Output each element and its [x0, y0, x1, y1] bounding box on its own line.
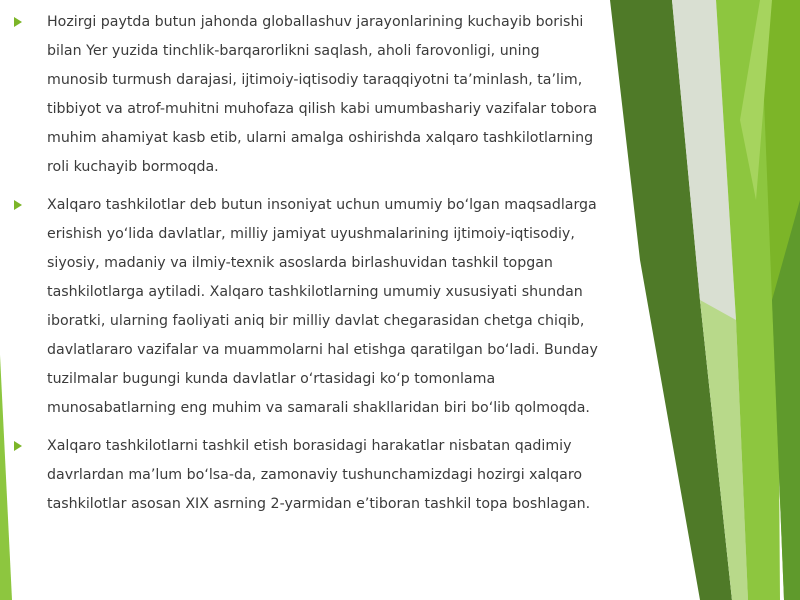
left-green-sliver	[0, 355, 12, 600]
triangle-bullet-icon	[14, 17, 22, 27]
triangle-bullet-icon	[14, 200, 22, 210]
bullet-item	[14, 432, 604, 519]
bullet-text: Xalqaro tashkilotlar deb butun insoniyat uchun umumiy bo‘lgan maqsadlarga erishish yo‘lida davlatlar, milliy jamiyat uyushmalarining ijtimoiy-iqtisodiy, siyosiy, madaniy va ilmiy-texnik asoslarda birlashuvidan tashkil topgan tashkilotlarga aytiladi. Xalqaro tashkilotlarning umumiy xususiyati shundan iboratki, ularning faoliyati aniq bir milliy davlat chegarasidan chetga chiqib, davlatlararo vazifalar va muammolarni hal etishga qaratilgan bo‘ladi. Bunday tuzilmalar bugungi kunda davlatlar o‘rtasidagi ko‘p tomonlama munosabatlarning eng muhim va samarali shakllaridan biri bo‘lib qolmoqda.	[47, 197, 598, 416]
slide-content	[14, 8, 604, 528]
bullet-text: Hozirgi paytda butun jahonda globallashuv jarayonlarining kuchayib borishi bilan Yer yuzida tinchlik-barqarorlikni saqlash, aholi farovonligi, uning munosib turmush darajasi, ijtimoiy-iqtisodiy taraqqiyotni ta’minlash, ta’lim, tibbiyot va atrof-muhitni muhofaza qilish kabi umumbashariy vazifalar tobora muhim ahamiyat kasb etib, ularni amalga oshirishda xalqaro tashkilotlarning roli kuchayib bormoqda.	[47, 14, 598, 175]
triangle-bullet-icon	[14, 441, 22, 451]
bullet-text: Xalqaro tashkilotlarni tashkil etish borasidagi harakatlar nisbatan qadimiy davrlardan ma’lum bo‘lsa-da, zamonaviy tushunchamizdagi hozirgi xalqaro tashkilotlar asosan XIX asrning 2-yarmidan e’tiboran tashkil topa boshlagan.	[47, 438, 591, 512]
bullet-item	[14, 191, 604, 423]
bullet-item	[14, 8, 604, 182]
